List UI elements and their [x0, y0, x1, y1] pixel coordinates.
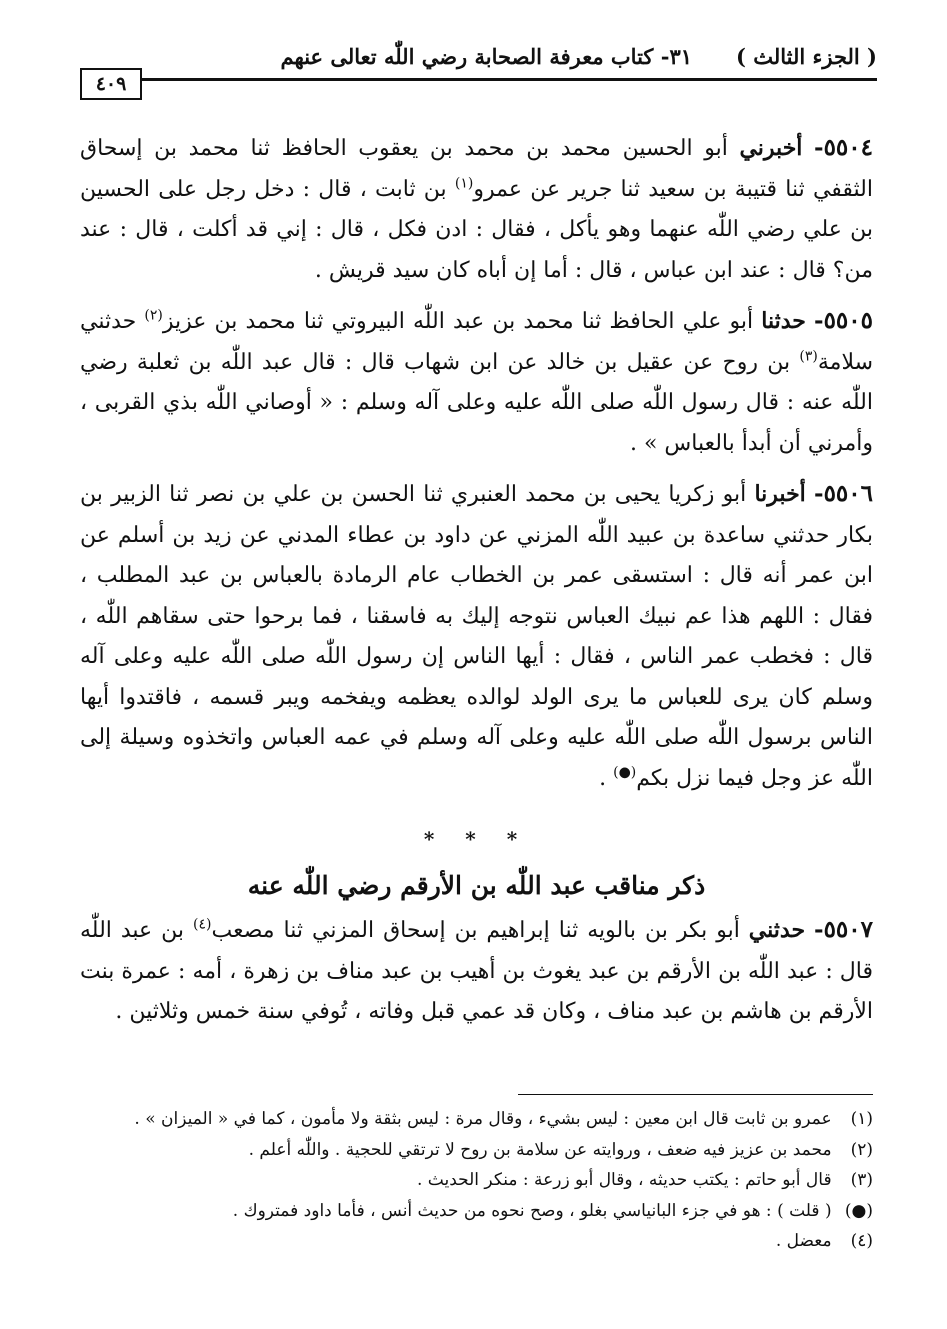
hadith-text: أبو بكر بن بالويه ثنا إبراهيم بن إسحاق المزني ثنا مصعب [211, 918, 749, 943]
footnote-text: ( قلت ) : هو في جزء البانياسي بغلو ، وصح نحوه من حديث أنس ، فأما داود فمتروك . [232, 1200, 832, 1221]
footnote-item [80, 1165, 873, 1196]
hadith-5506 [80, 474, 873, 799]
volume-label: ( الجزء الثالث ) [735, 44, 877, 69]
chapter-title: ٣١- كتاب معرفة الصحابة رضي اللّٰه تعالى عنهم [280, 44, 692, 69]
hadith-number: ٥٥٠٦- [814, 480, 873, 507]
footnote-marker: (٤) [850, 1231, 873, 1251]
footnote-marker: (●) [844, 1200, 873, 1221]
footnotes [80, 1104, 873, 1257]
footnote-ref[interactable]: (٤) [193, 916, 212, 933]
hadith-text: . [599, 765, 614, 791]
footnote-marker: (١) [850, 1109, 873, 1129]
footnote-ref[interactable]: (●) [613, 764, 637, 781]
hadith-text: أبو زكريا يحيى بن محمد العنبري ثنا الحسن بن علي بن نصر ثنا الزبير بن بكار حدثني ساعدة بن عبيد اللّٰه المزني عن داود بن عطاء المدني عن زيد بن أسلم عن ابن عمر أنه قال : استسقى عمر بن الخطاب عام الرمادة بالعباس بن عبد المطلب ، فقال : اللهم هذا عم نبيك العباس نتوجه إليك به فاسقنا ، فما برحوا حتى سقاهم اللّٰه ، قال : فخطب عمر الناس ، فقال : أيها الناس إن رسول اللّٰه صلى اللّٰه عليه وعلى آله وسلم كان يرى للعباس ما يرى الولد لوالده يعظمه ويفخمه ويبر قسمه ، فاقتدوا أيها الناس برسول اللّٰه صلى اللّٰه عليه وعلى آله وسلم في عمه العباس واتخذوه وسيلة إلى اللّٰه عز وجل فيما نزل بكم [80, 482, 873, 791]
footnote-ref[interactable]: (١) [454, 175, 474, 192]
footnote-text: محمد بن عزيز فيه ضعف ، وروايته عن سلامة بن روح لا ترتقي للحجية . واللّٰه أعلم . [248, 1139, 832, 1160]
hadith-text: أبو علي الحافظ ثنا محمد بن عبد اللّٰه البيروتي ثنا محمد بن عزيز [162, 309, 762, 334]
main-text [80, 128, 873, 1043]
hadith-5507 [80, 910, 873, 1033]
footnote-marker: (٣) [850, 1170, 873, 1190]
section-title: ذكر مناقب عبد اللّٰه بن الأرقم رضي اللّٰه عنه [247, 870, 706, 900]
footnote-rule [518, 1094, 873, 1095]
narration-keyword: حدثني [748, 917, 806, 943]
narration-keyword: أخبرني [739, 135, 803, 161]
footnote-text: معضل . [775, 1231, 832, 1251]
footnote-ref[interactable]: (٢) [144, 307, 163, 324]
hadith-text: بن عبد اللّٰه قال : عبد اللّٰه بن الأرقم بن عبد يغوث بن أهيب بن عبد مناف بن زهرة ، أمه : عمرة بنت الأرقم بن هاشم بن عبد مناف ، وكان قد عمي قبل وفاته ، تُوفي سنة خمس وثلاثين . [80, 918, 873, 1024]
narration-keyword: أخبرنا [754, 481, 806, 507]
hadith-text: بن روح عن عقيل بن خالد عن ابن شهاب قال : قال عبد اللّٰه بن ثعلبة رضي اللّٰه عنه : قال رسول اللّٰه صلى اللّٰه عليه وعلى آله وسلم : « أوصاني اللّٰه بذي القربى ، وأمرني أن أبدأ بالعباس » . [80, 349, 873, 456]
narration-keyword: حدثنا [761, 308, 806, 334]
footnote-item [80, 1226, 873, 1257]
footnote-text: عمرو بن ثابت قال ابن معين : ليس بشيء ، وقال مرة : ليس بثقة ولا مأمون ، كما في « الميزان » . [134, 1109, 832, 1129]
footnote-item [80, 1104, 873, 1135]
header-rule [142, 78, 877, 81]
section-separator: * * * [423, 827, 530, 851]
page-number: ٤٠٩ [80, 68, 142, 100]
footnote-item [80, 1196, 873, 1227]
footnote-marker: (٢) [850, 1139, 873, 1160]
hadith-5505 [80, 301, 873, 464]
hadith-text: أبو الحسين محمد بن محمد بن يعقوب الحافظ ثنا محمد بن إسحاق الثقفي ثنا قتيبة بن سعيد ثنا جرير عن عمرو [80, 136, 873, 202]
footnote-ref[interactable]: (٣) [799, 348, 818, 365]
hadith-5504 [80, 128, 873, 291]
hadith-number: ٥٥٠٥- [814, 307, 873, 334]
hadith-text: بن ثابت ، قال : دخل رجل على الحسين بن علي رضي اللّٰه عنهما وهو يأكل ، فقال : ادن فكل ، قال : إني قد أكلت ، قال : عند من؟ قال : عند ابن عباس ، قال : أما إن أباه كان سيد قريش . [80, 176, 873, 283]
hadith-number: ٥٥٠٤- [814, 134, 873, 161]
footnote-item [80, 1135, 873, 1166]
page-header [80, 40, 877, 95]
hadith-number: ٥٥٠٧- [814, 916, 873, 943]
hadith-text: حدثني سلامة [80, 309, 873, 375]
footnote-text: قال أبو حاتم : يكتب حديثه ، وقال أبو زرعة : منكر الحديث . [417, 1170, 832, 1190]
